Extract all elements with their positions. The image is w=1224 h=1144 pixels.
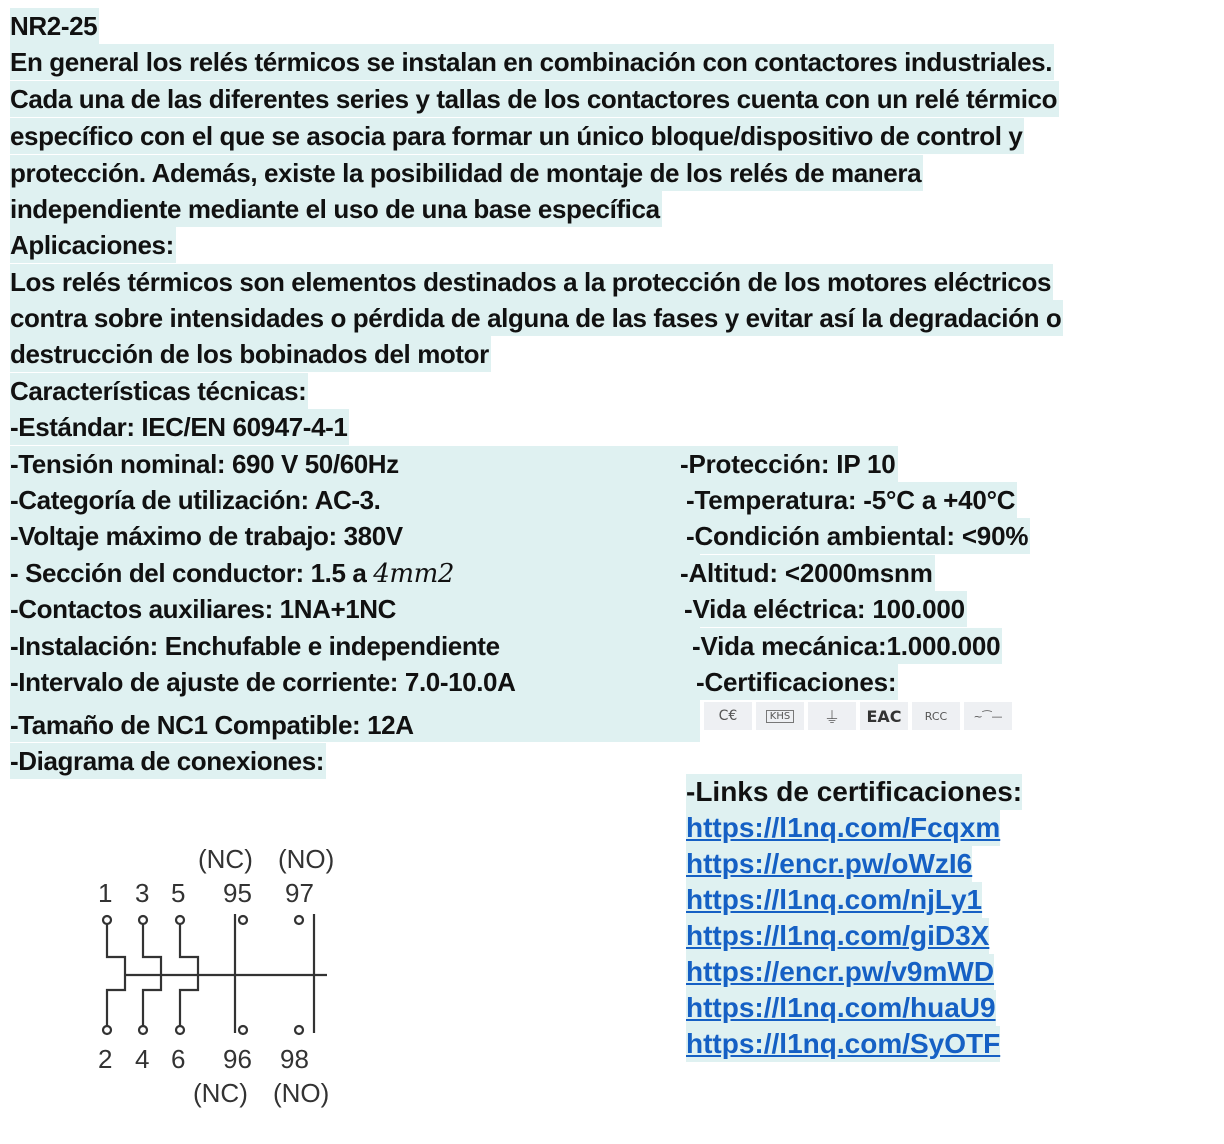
- terminal-label: 3: [135, 878, 150, 908]
- terminal-label: 5: [171, 878, 186, 908]
- terminal-label: 95: [223, 878, 252, 908]
- diagram-label-nc-top: (NC): [198, 844, 253, 874]
- spec-left-item: - Sección del conductor: 1.5 a 4mm2: [10, 558, 455, 589]
- terminal-label: 1: [98, 878, 113, 908]
- spec-right-item: -Temperatura: -5°C a +40°C: [686, 482, 1017, 518]
- terminal-label: 4: [135, 1044, 150, 1074]
- khs-mark-icon: KHS: [756, 702, 804, 730]
- terminal-label: 97: [285, 878, 314, 908]
- cert-link[interactable]: https://l1nq.com/njLy1: [686, 882, 982, 918]
- cert-link[interactable]: https://l1nq.com/giD3X: [686, 918, 989, 954]
- certification-links: [686, 774, 1022, 1062]
- spec-left-item: -Contactos auxiliares: 1NA+1NC: [10, 594, 397, 624]
- connection-diagram: [80, 830, 380, 1120]
- specs-heading: Características técnicas:: [10, 373, 308, 409]
- intro-line: Cada una de las diferentes series y tallas de los contactores cuenta con un relé térmico: [10, 81, 1059, 117]
- spec-right-item: -Condición ambiental: <90%: [686, 518, 1030, 554]
- spec-right-item: -Vida mecánica:1.000.000: [692, 628, 1002, 664]
- certification-logos: [704, 702, 1012, 730]
- ce-mark-icon: C€: [704, 702, 752, 730]
- diagram-label-no-bottom: (NO): [273, 1078, 330, 1108]
- diagram-heading: -Diagrama de conexiones:: [10, 743, 326, 779]
- cert-link[interactable]: https://l1nq.com/Fcqxm: [686, 810, 1000, 846]
- product-title: NR2-25: [10, 8, 99, 44]
- intro-line: protección. Además, existe la posibilidad de montaje de los relés de manera: [10, 155, 923, 191]
- applications-line: contra sobre intensidades o pérdida de alguna de las fases y evitar así la degradación o: [10, 300, 1063, 336]
- spec-right-item: -Altitud: <2000msnm: [680, 555, 935, 591]
- eac-mark-icon: EAC: [860, 702, 908, 730]
- cert-link[interactable]: https://l1nq.com/huaU9: [686, 990, 996, 1026]
- ground-symbol-icon: ⏚: [808, 702, 856, 730]
- misc-cert-logo-icon: ~⁀—: [964, 702, 1012, 730]
- terminal-label: 2: [98, 1044, 113, 1074]
- cert-link[interactable]: https://l1nq.com/SyOTF: [686, 1026, 1000, 1062]
- spec-standard: -Estándar: IEC/EN 60947-4-1: [10, 409, 349, 445]
- applications-heading: Aplicaciones:: [10, 227, 176, 263]
- diagram-label-no-top: (NO): [278, 844, 335, 874]
- terminal-label: 98: [280, 1044, 309, 1074]
- spec-right-item: -Protección: IP 10: [680, 446, 898, 482]
- spec-left-item: -Tamaño de NC1 Compatible: 12A: [10, 710, 414, 740]
- applications-line: Los relés térmicos son elementos destinados a la protección de los motores eléctricos: [10, 264, 1053, 300]
- intro-line: En general los relés térmicos se instalan en combinación con contactores industriales.: [10, 44, 1054, 80]
- cert-link[interactable]: https://encr.pw/v9mWD: [686, 954, 994, 990]
- intro-line: independiente mediante el uso de una base específica: [10, 191, 662, 227]
- spec-right-item: -Certificaciones:: [696, 664, 898, 700]
- links-heading: -Links de certificaciones:: [686, 774, 1022, 810]
- intro-line: específico con el que se asocia para formar un único bloque/dispositivo de control y: [10, 118, 1024, 154]
- cert-link[interactable]: https://encr.pw/oWzI6: [686, 846, 972, 882]
- rcc-mark-icon: RCC: [912, 702, 960, 730]
- terminal-label: 96: [223, 1044, 252, 1074]
- spec-left-item: -Tensión nominal: 690 V 50/60Hz: [10, 449, 399, 479]
- spec-left-item: -Instalación: Enchufable e independiente: [10, 631, 500, 661]
- spec-left-item: -Voltaje máximo de trabajo: 380V: [10, 521, 403, 551]
- spec-left-item: -Categoría de utilización: AC-3.: [10, 485, 381, 515]
- diagram-label-nc-bottom: (NC): [193, 1078, 248, 1108]
- spec-left-item: -Intervalo de ajuste de corriente: 7.0-10.0A: [10, 667, 516, 697]
- spec-right-item: -Vida eléctrica: 100.000: [684, 591, 967, 627]
- terminal-label: 6: [171, 1044, 186, 1074]
- applications-line: destrucción de los bobinados del motor: [10, 336, 491, 372]
